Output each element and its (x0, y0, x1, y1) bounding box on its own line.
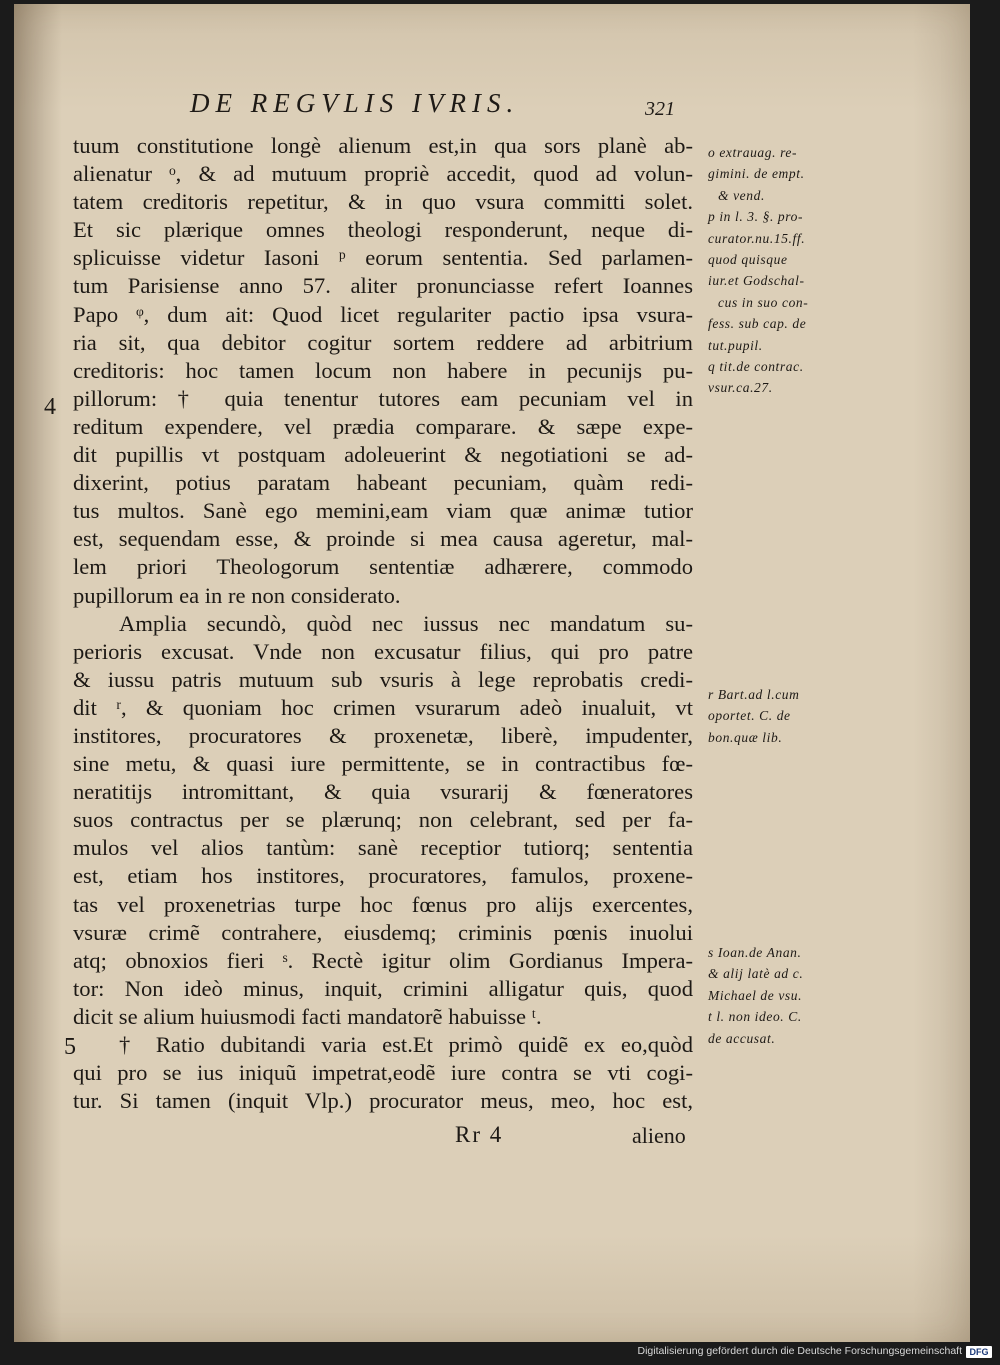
digitization-credit: Digitalisierung gefördert durch die Deutsche Forschungsgemeinschaft (637, 1345, 962, 1357)
body-line: atq; obnoxios fieri ˢ. Rectè igitur olim Gordianus Impera- (73, 947, 693, 973)
body-line: sine metu, & quasi iure permittente, se in contractibus fœ- (73, 751, 693, 777)
body-line: ria sit, qua debitor cogitur sortem reddere ad arbitrium (73, 329, 693, 355)
body-line: & iussu patris mutuum sub vsuris à lege reprobatis credi- (73, 666, 693, 692)
sidenote-line: de accusat. (708, 1030, 776, 1046)
sidenote-line: bon.quæ lib. (708, 729, 783, 745)
sidenote-line: fess. sub cap. de (708, 316, 807, 332)
body-line: tur. Si tamen (inquit Vlp.) procurator meus, meo, hoc est, (73, 1088, 693, 1114)
sidenote-line: q tit.de contrac. (708, 358, 804, 374)
sidenote-line: & alij latè ad c. (708, 966, 804, 982)
sidenote-line: s Ioan.de Anan. (708, 945, 802, 960)
body-text (73, 132, 693, 1115)
sidenote-line: iur.et Godschal- (708, 273, 805, 289)
sidenote-line: t l. non ideo. C. (708, 1009, 802, 1025)
body-line: tus multos. Sanè ego memini,eam viam quæ animæ tutior (73, 498, 693, 524)
margin-number-5: 5 (64, 1034, 76, 1060)
sidenote-line: o extrauag. re- (708, 145, 798, 160)
body-line: suos contractus per se plærunq; non celebrant, sed per fa- (73, 807, 693, 833)
body-line: dit ʳ, & quoniam hoc crimen vsurarum adeò inualuit, vt (73, 694, 693, 720)
body-line: Et sic plærique omnes theologi responderunt, neque di- (73, 217, 693, 243)
body-line: creditoris: hoc tamen locum non habere in pecunijs pu- (73, 357, 693, 383)
page-number: 321 (645, 98, 675, 120)
body-line: neratitijs intromittant, & quia vsurarij & fœneratores (73, 779, 693, 805)
body-line: mulos vel alios tantùm: sanè receptior tutiorq; sententia (73, 835, 693, 861)
running-head: DE REGVLIS IVRIS. (190, 88, 520, 118)
sidenote-line: gimini. de empt. (708, 166, 805, 182)
body-line: pupillorum ea in re non considerato. (73, 582, 401, 608)
catchword: alieno (632, 1123, 686, 1148)
sidenote-line: vsur.ca.27. (708, 380, 773, 396)
body-line: † Ratio dubitandi varia est.Et primò quidẽ ex eo,quòd (119, 1032, 693, 1057)
body-line: Papo ᵠ, dum ait: Quod licet regulariter pactio ipsa vsura- (73, 301, 693, 327)
body-line: lem priori Theologorum sententiæ adhærere, commodo (73, 554, 693, 580)
dfg-logo: DFG (966, 1346, 992, 1358)
body-line: est, etiam hos institores, procuratores, famulos, proxene- (73, 863, 693, 889)
sidenote-line: p in l. 3. §. pro- (708, 209, 804, 225)
sidenote-group-o-p-q (708, 142, 843, 399)
margin-number-4: 4 (44, 394, 56, 420)
body-line: vsuræ crimẽ contrahere, eiusdemq; criminis pœnis inuolui (73, 919, 693, 945)
body-line: tum Parisiense anno 57. aliter pronunciasse refert Ioannes (73, 273, 693, 299)
body-line: tor: Non ideò minus, inquit, crimini alligatur quis, quod (73, 975, 693, 1001)
body-line: dixerint, potius paratam habeant pecuniam, quàm redi- (73, 470, 693, 496)
body-line: perioris excusat. Vnde non excusatur filius, qui pro patre (73, 638, 693, 664)
body-line: dicit se alium huiusmodi facti mandatorẽ habuisse ᵗ. (73, 1003, 542, 1029)
sidenote-line: cus in suo con- (718, 294, 809, 310)
sidenote-line: tut.pupil. (708, 337, 763, 353)
body-line: splicuisse videtur Iasoni ᵖ eorum sententia. Sed parlamen- (73, 245, 693, 271)
body-line: reditum expendere, vel prædia comparare. & sæpe expe- (73, 413, 693, 439)
sidenote-line: Michael de vsu. (708, 987, 803, 1003)
sidenote-line: & vend. (718, 187, 765, 203)
sidenote-line: curator.nu.15.ff. (708, 230, 806, 246)
body-line: Amplia secundò, quòd nec iussus nec mandatum su- (119, 610, 693, 636)
body-line: alienatur ᵒ, & ad mutuum propriè accedit, quod ad volun- (73, 161, 693, 187)
sidenote-line: oportet. C. de (708, 708, 791, 724)
body-line: institores, procuratores & proxenetæ, liberè, impudenter, (73, 722, 693, 748)
sidenote-group-r (708, 684, 843, 748)
body-line: dit pupillis vt postquam adoleuerint & negotiationi se ad- (73, 442, 693, 468)
signature-mark: Rr 4 (455, 1122, 504, 1147)
body-line: tatem creditoris repetitur, & in quo vsura committi solet. (73, 189, 693, 215)
body-line: est, sequendam esse, & proinde si mea causa ageretur, mal- (73, 526, 693, 552)
sidenote-group-s-t (708, 942, 843, 1049)
body-line: qui pro se ius iniquũ impetrat,eodẽ iure contra se vti cogi- (73, 1060, 693, 1086)
body-line: pillorum: † quia tenentur tutores eam pecuniam vel in (73, 385, 693, 411)
sidenote-line: quod quisque (708, 251, 788, 267)
sidenote-line: r Bart.ad l.cum (708, 687, 800, 702)
body-line: tas vel proxenetrias turpe hoc fœnus pro alijs exercentes, (73, 891, 693, 917)
body-line: tuum constitutione longè alienum est,in qua sors planè ab- (73, 133, 693, 158)
